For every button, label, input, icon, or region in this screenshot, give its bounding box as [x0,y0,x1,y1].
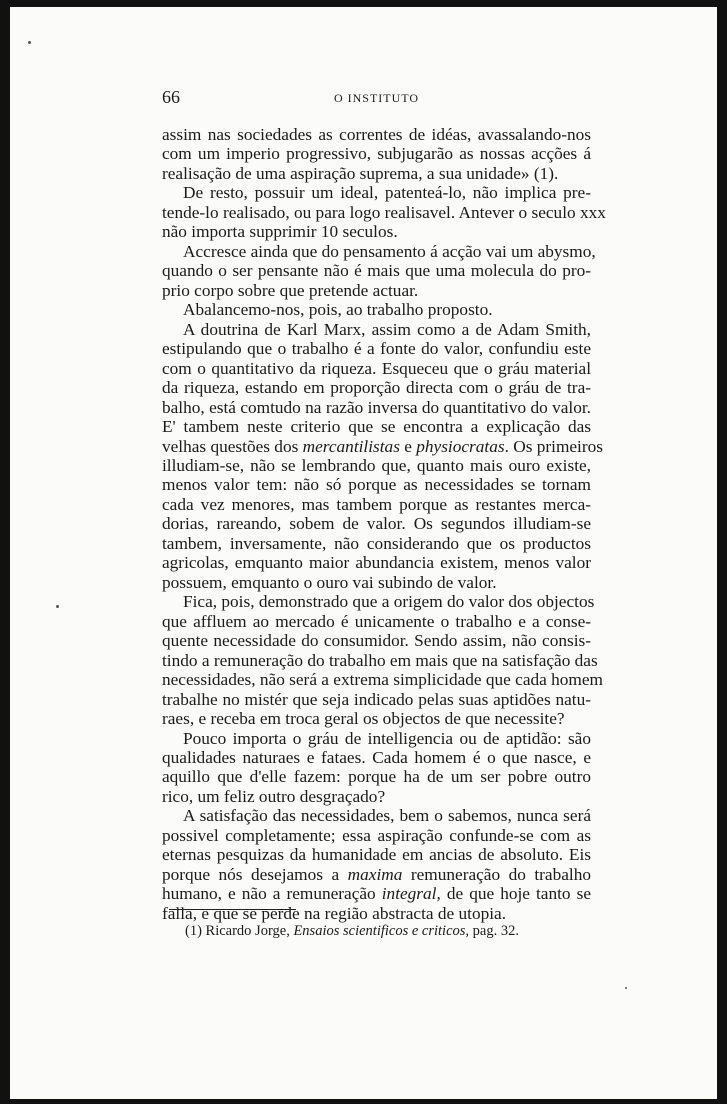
text-run: (1) Ricardo Jorge, [185,923,294,939]
text-run: remuneração do trabalho [402,864,591,884]
italic-text: Ensaios scientificos e criticos, [293,923,470,939]
text-run: não importa supprimir 10 seculos. [162,222,398,242]
text-run: A satisfação das necessidades, bem o sabemos, nunca será [183,806,591,826]
text-line [162,378,591,397]
text-line [162,514,591,533]
text-run: estipulando que o trabalho é a fonte do valor, confundiu este [162,339,591,359]
text-run: cada vez menores, mas tambem porque as restantes merca- [162,494,591,514]
text-run: quente necessidade do consumidor. Sendo assim, não consis- [162,631,591,651]
text-run: velhas questões dos [162,436,303,456]
text-line [162,417,591,436]
text-line [162,436,603,456]
text-run: Accresce ainda que do pensamento á acção vai um abysmo, [183,241,596,261]
text-run: de que hoje tanto se [440,884,591,904]
text-run: prio corpo sobre que pretende actuar. [162,280,419,300]
text-line [162,456,591,475]
text-run: com um imperio progressivo, subjugarão as nossas acções á [162,144,591,164]
text-line [162,398,591,417]
text-line [162,884,591,903]
text-run: rico, um feliz outro desgraçado? [162,786,386,806]
text-run: raes, e receba em troca geral os objectos de que necessite? [162,709,565,729]
text-line [162,553,591,572]
text-run: Abalancemo-nos, pois, ao trabalho proposto. [183,300,493,320]
text-run: quando o ser pensante não é mais que uma molecula do pro- [162,261,591,281]
text-run: tindo a remuneração do trabalho em mais que na satisfação das [162,650,598,670]
italic-text: physiocratas [416,436,505,456]
page-number: 66 [162,87,180,107]
text-run: e [399,436,417,456]
footnote-separator [169,909,296,910]
text-line [162,300,591,319]
text-line [162,612,591,631]
text-line [162,339,591,358]
text-run: balho, está comtudo na razão inversa do quantitativo do valor. [162,397,591,417]
text-line [162,670,603,690]
text-line [162,144,591,163]
text-line [162,222,591,241]
text-run: menos valor tem: não só porque as necessidades se tornam [162,475,591,495]
text-run: De resto, possuir um ideal, patenteá-lo, não implica pre- [183,183,591,203]
text-run: humano, e não a remuneração [162,884,382,904]
italic-text: integral, [381,884,441,904]
text-line [162,281,591,300]
scan-speck [28,41,31,44]
text-run: possuem, emquanto o ouro vai subindo de valor. [162,572,497,592]
text-line [162,475,591,494]
text-run: aquillo que d'elle fazem: porque ha de um ser pobre outro [162,767,591,787]
text-run: tende-lo realisado, ou para logo realisavel. Antever o seculo xxx [162,202,606,222]
text-line [162,495,591,514]
text-run: necessidades, não será a extrema simplicidade que cada homem [162,670,603,690]
text-run: . Os primeiros [504,436,603,456]
text-line [162,767,591,786]
page-header [162,87,591,109]
text-line [162,359,591,378]
text-run: da riqueza, estando em proporção directa com o gráu de tra- [162,378,591,398]
text-run: dorias, rareando, sobem de valor. Os segundos illudiam-se [162,514,591,534]
text-line [162,261,591,280]
text-run: realisação de uma aspiração suprema, a sua unidade» (1). [162,163,559,183]
running-title: O INSTITUTO [333,91,420,105]
text-run: falla, e que se perde na região abstracta de utopia. [162,903,507,923]
text-line [162,631,591,650]
text-line [162,748,591,767]
text-run: assim nas sociedades as correntes de idéas, avassalando-nos [162,125,591,144]
text-line [162,241,596,261]
text-run: E' tambem neste criterio que se encontra a explicação das [162,417,591,437]
italic-text: maxima [347,864,403,884]
italic-text: mercantilistas [302,436,400,456]
text-line [162,320,591,339]
text-line [162,164,591,183]
text-run: tambem, inversamente, não considerando que os productos [162,533,591,553]
text-line [162,729,591,748]
text-line [162,865,591,884]
text-line [162,202,606,222]
scan-speck [56,605,59,608]
text-line [162,592,595,612]
text-line [162,534,591,553]
text-run: qualidades naturaes e fataes. Cada homem é o que nasce, e [162,748,591,767]
text-run: illudiam-se, não se lembrando que, quanto mais ouro existe, [162,455,591,475]
text-line [162,709,591,728]
text-run: porque nós desejamos a [162,864,348,884]
text-run: Fica, pois, demonstrado que a origem do valor dos objectos [183,592,595,612]
footnote [185,923,591,940]
text-line [162,573,591,592]
text-run: que affluem ao mercado é unicamente o trabalho e a conse- [162,611,591,631]
text-line [162,650,598,670]
text-run: pag. 32. [469,923,519,939]
text-run: A doutrina de Karl Marx, assim como a de Adam Smith, [183,319,591,339]
text-run: agricolas, emquanto maior abundancia existem, menos valor [162,553,591,573]
text-line [162,826,591,845]
text-run: possivel completamente; essa aspiração confunde-se com as [162,825,591,845]
text-run: Pouco importa o gráu de intelligencia ou de aptidão: são [183,728,591,748]
text-line [162,787,591,806]
text-run: eternas pesquizas da humanidade em ancias de absoluto. Eis [162,845,591,865]
text-line [162,125,591,144]
body-text [162,125,606,923]
text-line [162,183,591,202]
text-line [162,904,591,923]
scan-speck [625,987,627,989]
text-run: com o quantitativo da riqueza. Esqueceu que o gráu material [162,358,591,378]
text-line [162,845,591,864]
text-line [162,690,591,709]
text-line [162,806,591,825]
text-run: trabalhe no mistér que seja indicado pelas suas aptidões natu- [162,689,591,709]
